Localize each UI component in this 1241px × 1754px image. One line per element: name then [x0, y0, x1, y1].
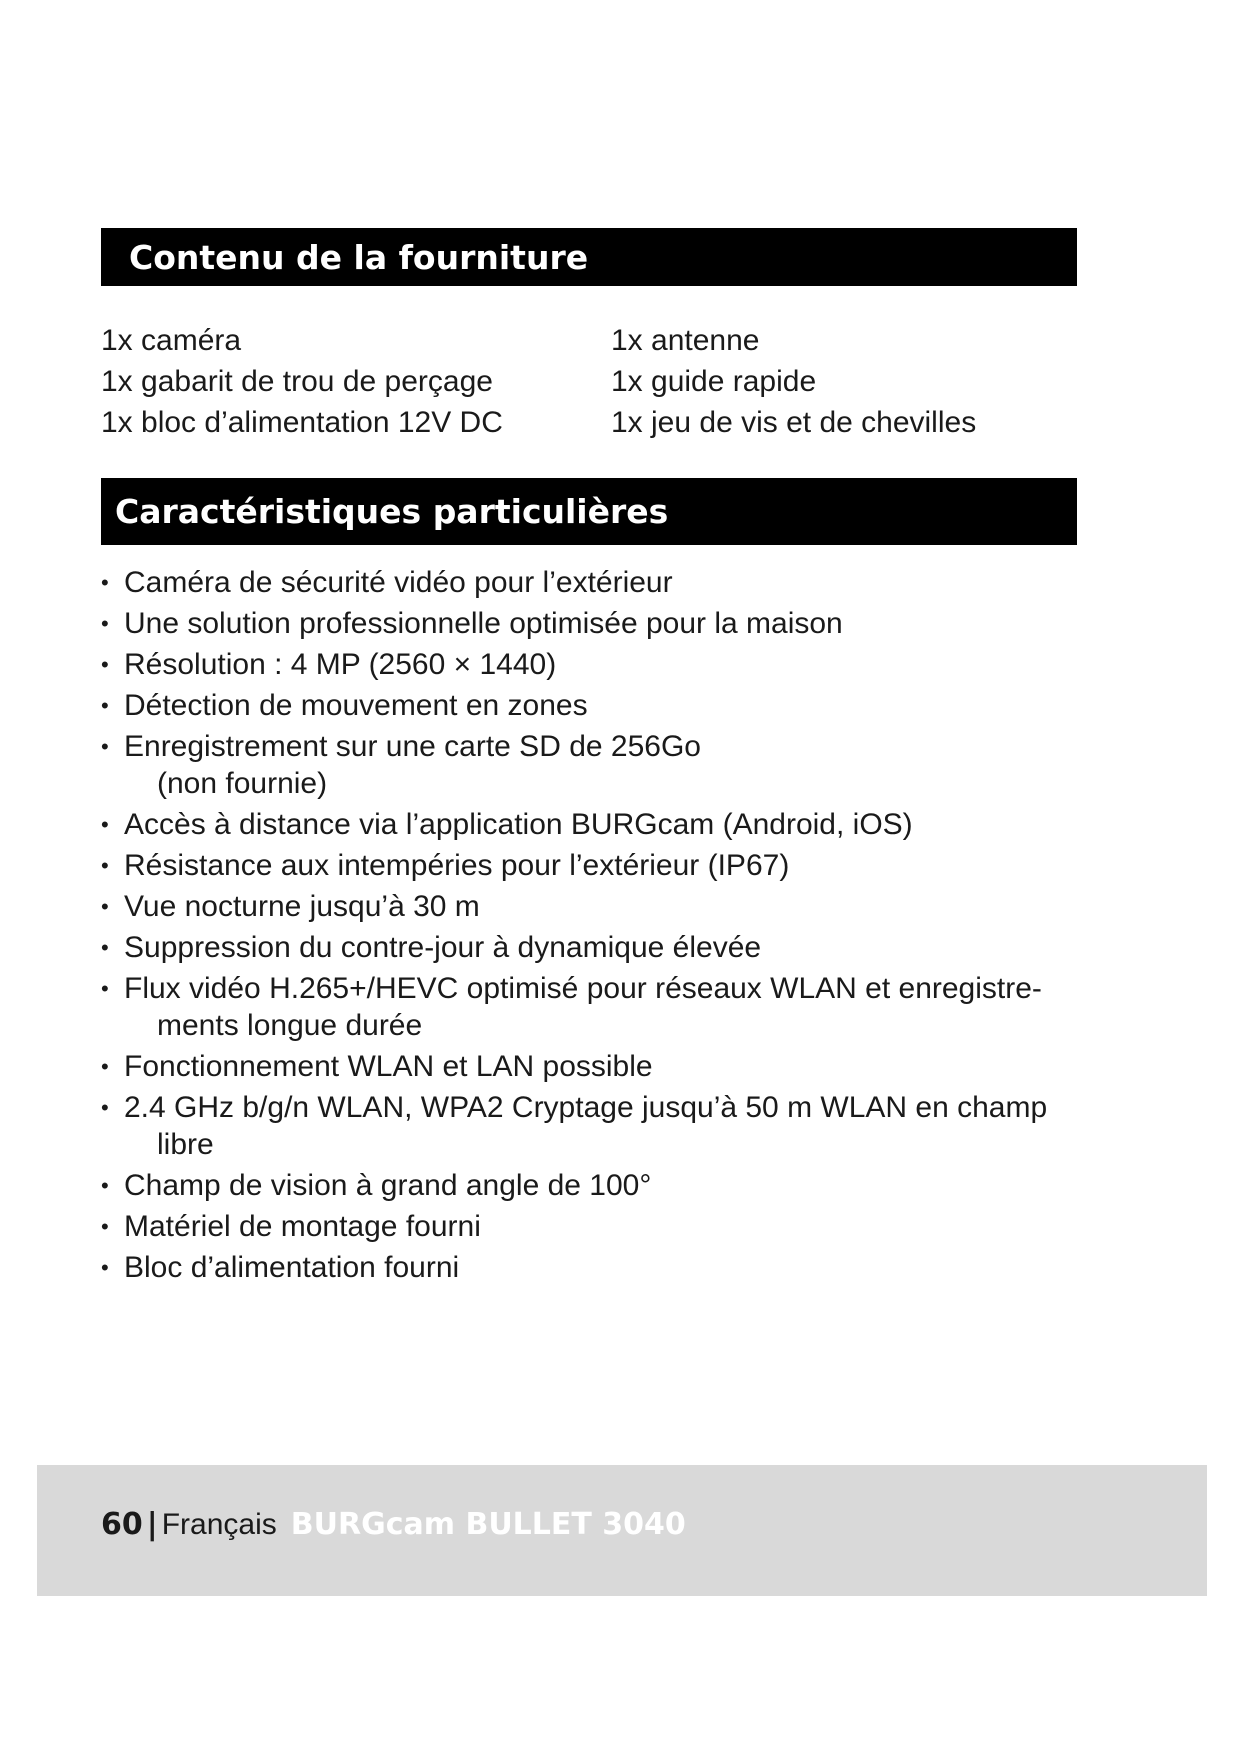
footer-product-name: BURGcam BULLET 3040 [290, 1507, 686, 1542]
feature-text-continuation: (non fournie) [157, 767, 328, 800]
feature-text: Résolution : 4 MP (2560 × 1440) [124, 648, 557, 681]
contents-list-right [611, 320, 976, 443]
feature-item [101, 1048, 1091, 1085]
feature-text-continuation: ments longue durée [157, 1009, 423, 1042]
feature-text: Vue nocturne jusqu’à 30 m [124, 890, 480, 923]
feature-item [101, 970, 1091, 1044]
bullet-icon: • [101, 853, 109, 878]
contents-item: 1x bloc d’alimentation 12V DC [101, 406, 503, 439]
page-footer [37, 1465, 1207, 1596]
page-number: 60 [101, 1507, 143, 1542]
feature-item [101, 1249, 1091, 1286]
feature-text: Suppression du contre-jour à dynamique élevée [124, 931, 762, 964]
feature-item [101, 1167, 1091, 1204]
feature-text: Bloc d’alimentation fourni [124, 1251, 460, 1284]
bullet-icon: • [101, 1054, 109, 1079]
feature-item [101, 1089, 1091, 1163]
feature-text: 2.4 GHz b/g/n WLAN, WPA2 Cryptage jusqu’à 50 m WLAN en champ [124, 1091, 1048, 1124]
bullet-icon: • [101, 812, 109, 837]
footer-language: Français [161, 1508, 277, 1541]
section-title-contents-text: Contenu de la fourniture [129, 237, 589, 277]
contents-list-left [101, 320, 503, 443]
section-title-contents [101, 228, 1077, 286]
section-title-features [101, 478, 1077, 545]
contents-item: 1x antenne [611, 324, 760, 357]
feature-item [101, 806, 1091, 843]
bullet-icon: • [101, 1214, 109, 1239]
feature-text: Champ de vision à grand angle de 100° [124, 1169, 652, 1202]
bullet-icon: • [101, 1173, 109, 1198]
feature-item [101, 728, 1091, 802]
bullet-icon: • [101, 570, 109, 595]
feature-item [101, 605, 1091, 642]
feature-text: Une solution professionnelle optimisée pour la maison [124, 607, 843, 640]
feature-text-continuation: libre [157, 1128, 214, 1161]
feature-item [101, 564, 1091, 601]
bullet-icon: • [101, 693, 109, 718]
feature-item [101, 646, 1091, 683]
contents-item: 1x jeu de vis et de chevilles [611, 406, 977, 439]
features-list [101, 564, 1091, 1290]
feature-item [101, 929, 1091, 966]
bullet-icon: • [101, 1255, 109, 1280]
feature-text: Fonctionnement WLAN et LAN possible [124, 1050, 653, 1083]
feature-item [101, 847, 1091, 884]
footer-text [101, 1507, 686, 1542]
feature-item [101, 687, 1091, 724]
feature-item [101, 1208, 1091, 1245]
contents-item: 1x guide rapide [611, 365, 817, 398]
bullet-icon: • [101, 652, 109, 677]
feature-text: Accès à distance via l’application BURGcam (Android, iOS) [124, 808, 913, 841]
feature-text: Caméra de sécurité vidéo pour l’extérieur [124, 566, 673, 599]
bullet-icon: • [101, 611, 109, 636]
bullet-icon: • [101, 935, 109, 960]
footer-separator: | [146, 1507, 158, 1542]
feature-text: Résistance aux intempéries pour l’extérieur (IP67) [124, 849, 790, 882]
bullet-icon: • [101, 894, 109, 919]
bullet-icon: • [101, 1095, 109, 1120]
contents-item: 1x caméra [101, 324, 242, 357]
feature-text: Enregistrement sur une carte SD de 256Go [124, 730, 701, 763]
bullet-icon: • [101, 976, 109, 1001]
contents-item: 1x gabarit de trou de perçage [101, 365, 493, 398]
feature-item [101, 888, 1091, 925]
section-title-features-text: Caractéristiques particulières [115, 492, 669, 531]
feature-text: Détection de mouvement en zones [124, 689, 588, 722]
feature-text: Flux vidéo H.265+/HEVC optimisé pour réseaux WLAN et enregistre- [124, 972, 1042, 1005]
feature-text: Matériel de montage fourni [124, 1210, 481, 1243]
bullet-icon: • [101, 734, 109, 759]
